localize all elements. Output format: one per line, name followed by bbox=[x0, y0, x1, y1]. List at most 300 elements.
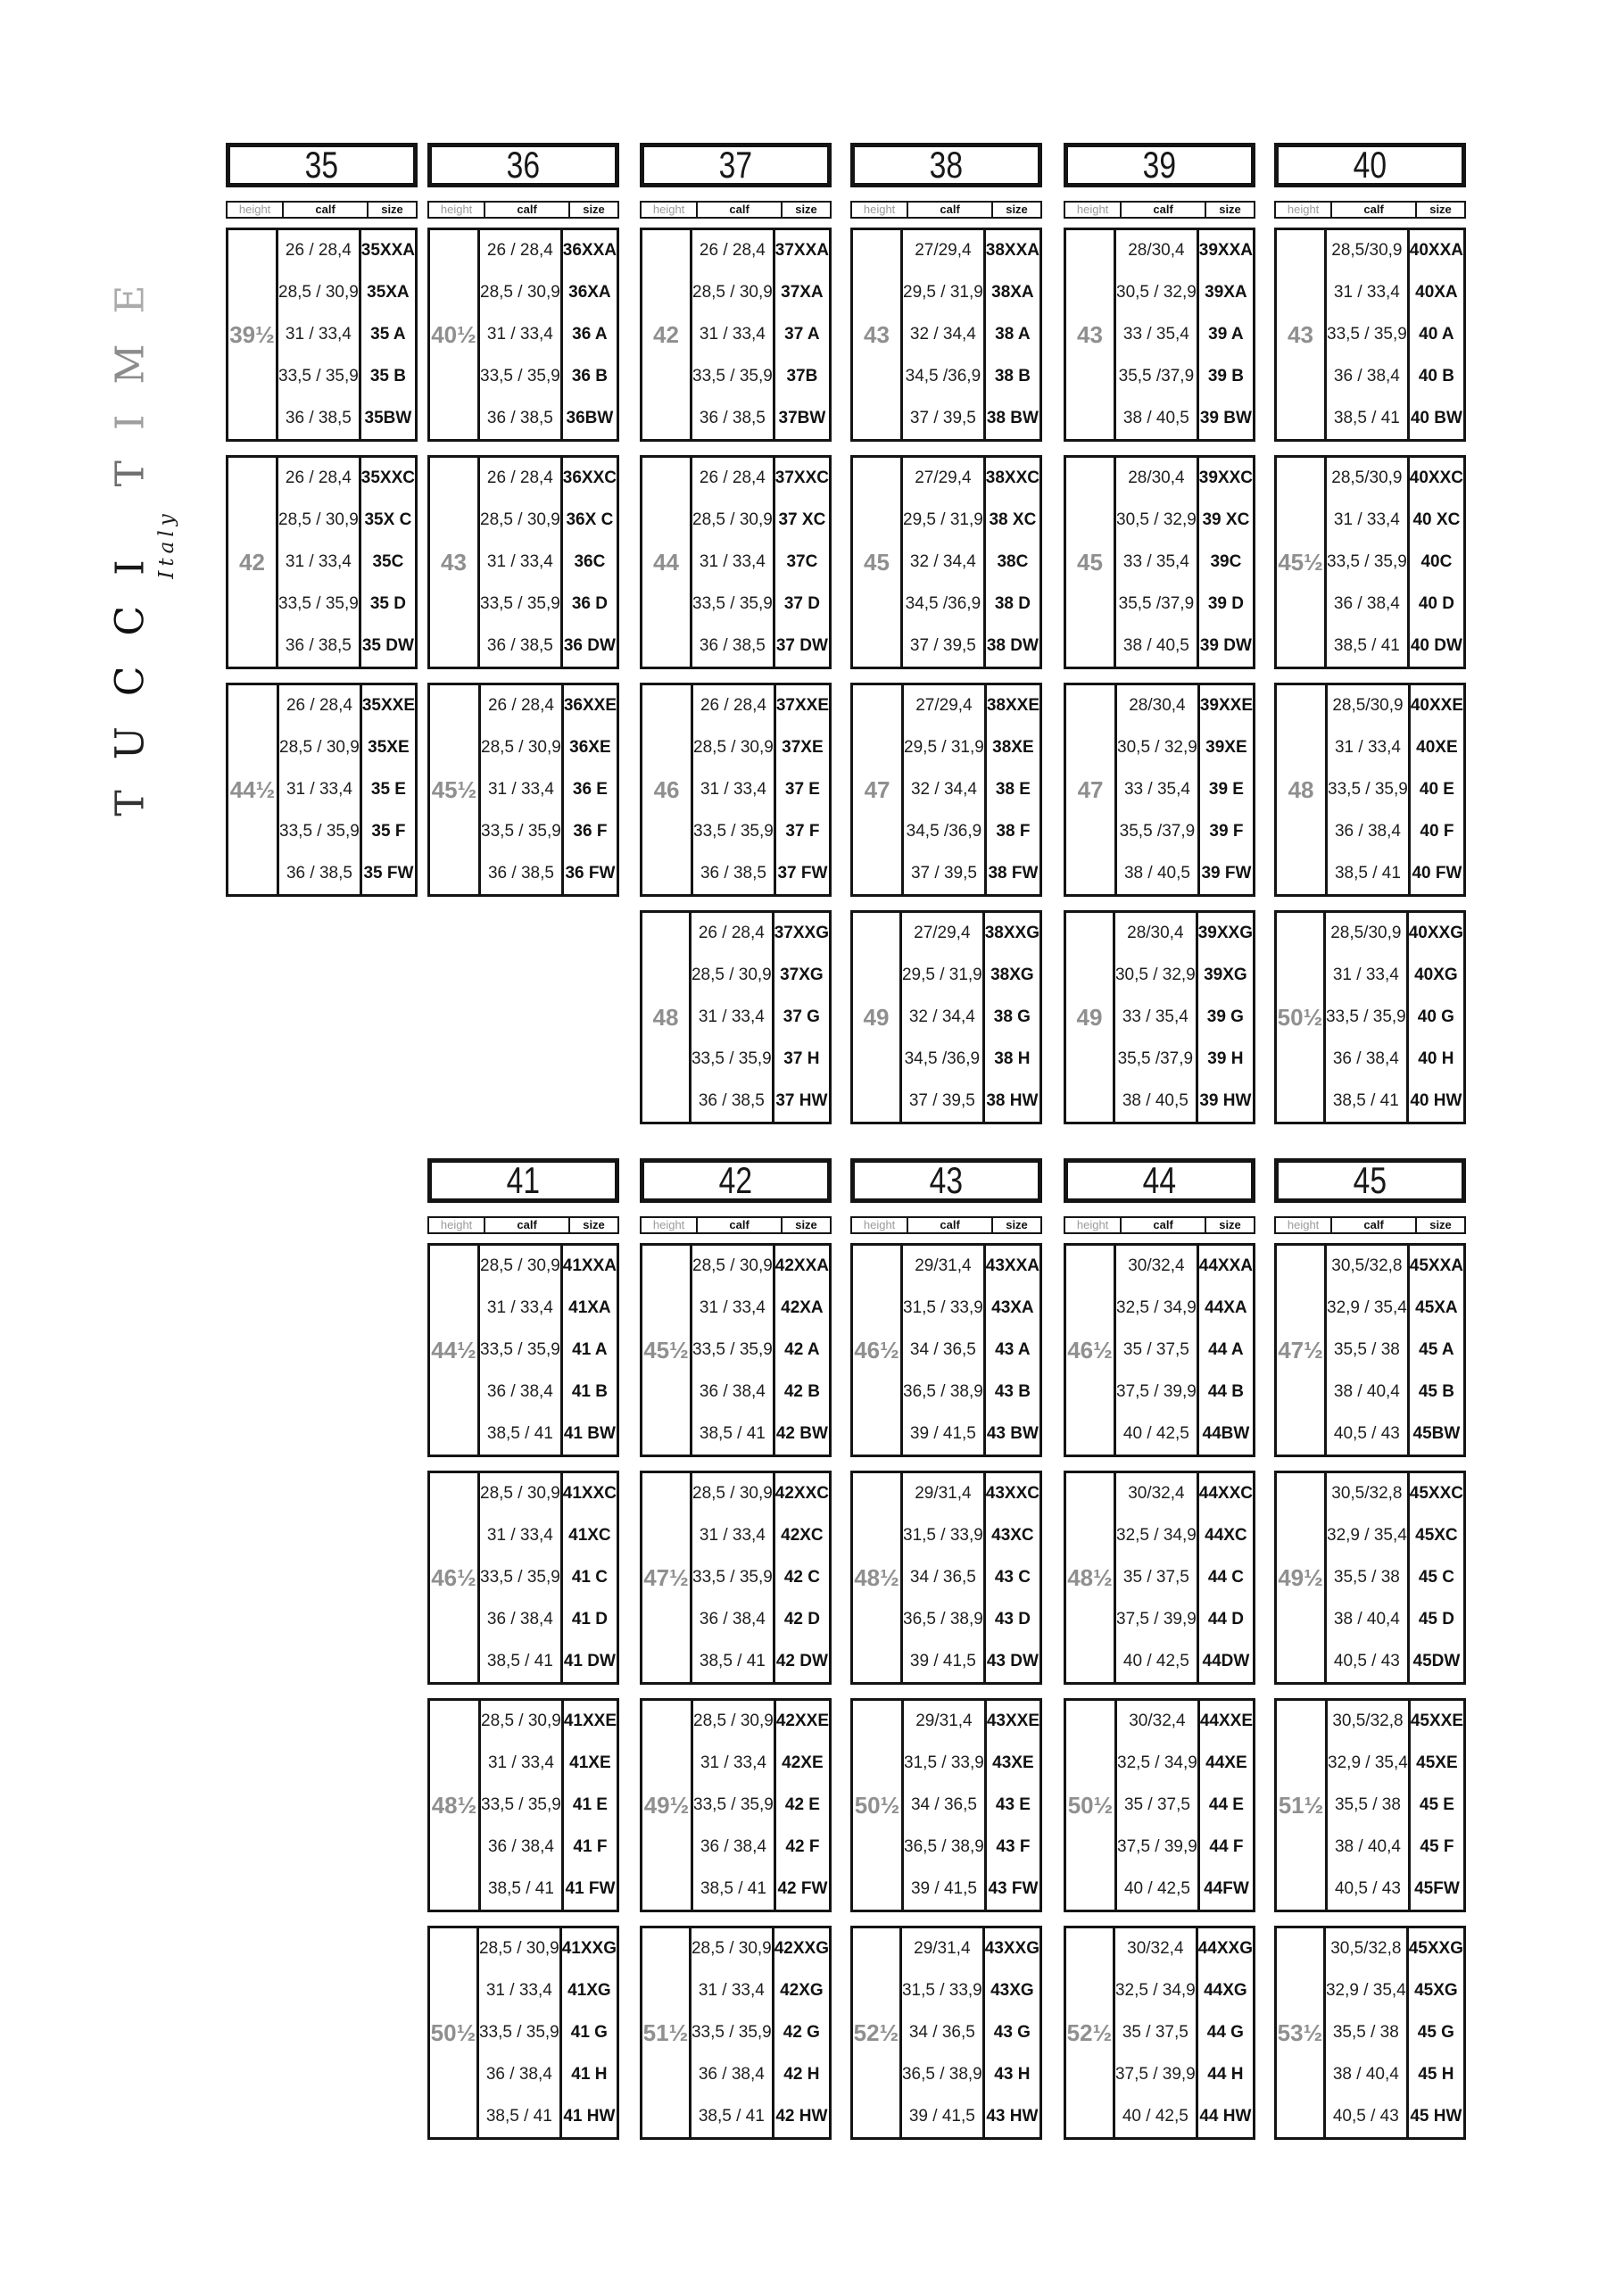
size-code: 44 D bbox=[1207, 1609, 1244, 1629]
size-code: 38XA bbox=[991, 283, 1034, 303]
height-value: 50½ bbox=[430, 2018, 476, 2046]
calf-value: 32 / 34,4 bbox=[908, 1007, 975, 1026]
calf-value: 38,5 / 41 bbox=[699, 1423, 766, 1443]
calf-value: 31 / 33,4 bbox=[700, 779, 766, 799]
height-cell bbox=[1066, 458, 1116, 667]
height-value: 45½ bbox=[431, 775, 477, 803]
calf-value: 36 / 38,4 bbox=[699, 1381, 766, 1401]
calf-value: 28,5 / 30,9 bbox=[692, 510, 773, 530]
calf-label: calf bbox=[485, 203, 570, 217]
calf-value: 33,5 / 35,9 bbox=[480, 366, 560, 385]
calf-value: 29/31,4 bbox=[915, 1712, 973, 1731]
calf-value: 29,5 / 31,9 bbox=[904, 738, 984, 758]
height-value: 39½ bbox=[229, 320, 275, 348]
size-code: 37XXG bbox=[774, 924, 829, 943]
size-code: 44XA bbox=[1205, 1298, 1247, 1318]
size-code: 42XE bbox=[782, 1753, 824, 1773]
height-cell bbox=[1277, 1928, 1326, 2137]
calf-value: 39 / 41,5 bbox=[909, 1423, 976, 1443]
brand-letter: C bbox=[107, 635, 153, 697]
calf-value: 31 / 33,4 bbox=[486, 1526, 553, 1546]
calf-value: 36 / 38,5 bbox=[699, 635, 766, 655]
size-block bbox=[226, 683, 418, 897]
calf-label: calf bbox=[1332, 1218, 1417, 1232]
size-code: 41 D bbox=[571, 1609, 608, 1629]
size-label: size bbox=[583, 203, 605, 216]
size-code: 45XXE bbox=[1410, 1712, 1463, 1731]
size-code: 40 F bbox=[1420, 821, 1454, 841]
size-cell bbox=[986, 458, 1039, 667]
calf-value: 31 / 33,4 bbox=[486, 551, 553, 571]
height-value: 47 bbox=[864, 775, 890, 803]
calf-cell bbox=[692, 1246, 775, 1455]
size-block bbox=[850, 1243, 1042, 1457]
column-labels bbox=[1064, 1216, 1255, 1234]
calf-value: 36 / 38,4 bbox=[485, 2064, 552, 2084]
calf-value: 36 / 38,4 bbox=[1333, 593, 1400, 613]
size-cell bbox=[775, 1246, 829, 1455]
height-value: 45 bbox=[864, 548, 890, 576]
height-value: 49 bbox=[1076, 1003, 1103, 1031]
calf-value: 32,5 / 34,9 bbox=[1116, 1526, 1197, 1546]
size-code: 37XXA bbox=[774, 241, 829, 261]
calf-value: 31 / 33,4 bbox=[487, 1753, 554, 1773]
size-code: 45 B bbox=[1418, 1381, 1454, 1401]
calf-value: 36 / 38,5 bbox=[486, 635, 553, 655]
size-code: 44 G bbox=[1206, 2022, 1244, 2042]
calf-cell bbox=[902, 913, 985, 1122]
calf-value: 31 / 33,4 bbox=[285, 324, 352, 344]
size-code: 43 FW bbox=[988, 1878, 1039, 1898]
calf-value: 28,5 / 30,9 bbox=[691, 966, 772, 985]
size-header-number: 44 bbox=[1142, 1159, 1177, 1201]
column-labels bbox=[640, 1216, 832, 1234]
size-block bbox=[1064, 1471, 1255, 1685]
height-cell bbox=[430, 458, 480, 667]
calf-cell bbox=[480, 230, 563, 439]
calf-cell bbox=[1327, 230, 1410, 439]
calf-value: 36 / 38,5 bbox=[486, 408, 553, 427]
calf-value: 30,5 / 32,9 bbox=[1114, 966, 1196, 985]
size-block bbox=[640, 910, 832, 1124]
size-cell bbox=[1410, 230, 1463, 439]
size-code: 43XXA bbox=[985, 1256, 1039, 1276]
calf-value: 35 / 37,5 bbox=[1123, 1795, 1190, 1814]
size-code: 43 F bbox=[996, 1836, 1031, 1856]
size-code: 43 G bbox=[993, 2022, 1031, 2042]
size-cell bbox=[775, 1473, 829, 1682]
size-code: 45 D bbox=[1418, 1609, 1454, 1629]
calf-value: 26 / 28,4 bbox=[699, 241, 766, 261]
calf-value: 40 / 42,5 bbox=[1122, 2106, 1188, 2126]
height-value: 49½ bbox=[643, 1791, 690, 1819]
size-cell bbox=[986, 230, 1039, 439]
calf-value: 26 / 28,4 bbox=[486, 468, 553, 488]
calf-value: 33,5 / 35,9 bbox=[691, 2022, 772, 2042]
size-code: 44 C bbox=[1207, 1567, 1244, 1587]
size-cell bbox=[986, 1473, 1039, 1682]
size-block bbox=[850, 455, 1042, 669]
calf-value: 35 / 37,5 bbox=[1122, 1339, 1189, 1359]
height-value: 44½ bbox=[431, 1336, 476, 1364]
height-cell bbox=[430, 230, 480, 439]
size-code: 43 BW bbox=[986, 1423, 1039, 1443]
size-cell bbox=[985, 913, 1039, 1122]
size-code: 36 B bbox=[571, 366, 608, 385]
calf-value: 36 / 38,4 bbox=[1334, 821, 1401, 841]
size-code: 45XA bbox=[1415, 1298, 1458, 1318]
size-code: 35XA bbox=[367, 283, 410, 303]
size-block bbox=[850, 1471, 1042, 1685]
calf-cell bbox=[1327, 1473, 1410, 1682]
size-code: 38 H bbox=[994, 1049, 1031, 1068]
calf-value: 26 / 28,4 bbox=[286, 696, 352, 716]
size-block bbox=[1274, 1698, 1466, 1912]
brand-name bbox=[108, 254, 153, 816]
calf-value: 33,5 / 35,9 bbox=[481, 821, 561, 841]
calf-value: 28,5 / 30,9 bbox=[478, 1939, 559, 1959]
calf-value: 38,5 / 41 bbox=[1332, 1090, 1399, 1110]
size-code: 35X C bbox=[364, 510, 412, 530]
calf-cell bbox=[902, 1928, 985, 2137]
calf-value: 31 / 33,4 bbox=[1333, 510, 1400, 530]
calf-value: 29,5 / 31,9 bbox=[903, 283, 983, 303]
calf-value: 34,5 /36,9 bbox=[905, 366, 981, 385]
brand-letter: I bbox=[107, 384, 153, 431]
size-block bbox=[850, 1926, 1042, 2140]
calf-value: 37,5 / 39,9 bbox=[1116, 1609, 1197, 1629]
calf-cell bbox=[1327, 458, 1410, 667]
size-code: 44 HW bbox=[1199, 2106, 1252, 2126]
height-cell bbox=[430, 685, 481, 894]
calf-value: 30,5 / 32,9 bbox=[1116, 510, 1197, 530]
calf-value: 28/30,4 bbox=[1127, 924, 1184, 943]
calf-value: 39 / 41,5 bbox=[908, 2106, 975, 2126]
calf-value: 36 / 38,5 bbox=[699, 408, 766, 427]
column-labels bbox=[226, 201, 418, 219]
size-code: 42XXA bbox=[774, 1256, 829, 1276]
size-code: 44BW bbox=[1202, 1423, 1250, 1443]
size-block bbox=[850, 1698, 1042, 1912]
size-code: 38 BW bbox=[986, 408, 1039, 427]
size-code: 45BW bbox=[1412, 1423, 1461, 1443]
size-cell bbox=[1410, 458, 1463, 667]
height-cell bbox=[642, 1246, 692, 1455]
height-value: 50½ bbox=[1067, 1791, 1114, 1819]
calf-value: 36,5 / 38,9 bbox=[903, 1609, 983, 1629]
calf-value: 33,5 / 35,9 bbox=[278, 366, 359, 385]
size-header bbox=[640, 1158, 832, 1203]
size-code: 35 D bbox=[369, 593, 406, 613]
size-code: 38 XC bbox=[989, 510, 1037, 530]
size-code: 43XG bbox=[990, 1981, 1034, 2001]
size-block bbox=[1064, 455, 1255, 669]
size-label: size bbox=[1429, 203, 1452, 216]
height-value: 48 bbox=[1288, 775, 1314, 803]
height-value: 53½ bbox=[1277, 2018, 1323, 2046]
size-cell bbox=[987, 1701, 1039, 1910]
calf-value: 26 / 28,4 bbox=[285, 241, 352, 261]
calf-cell bbox=[1115, 1928, 1198, 2137]
size-header-number: 45 bbox=[1353, 1159, 1387, 1201]
calf-value: 32,9 / 35,4 bbox=[1325, 1981, 1406, 2001]
calf-cell bbox=[692, 230, 775, 439]
calf-value: 28,5 / 30,9 bbox=[693, 1712, 774, 1731]
calf-cell bbox=[1116, 1473, 1199, 1682]
size-code: 35XXC bbox=[360, 468, 415, 488]
size-code: 42 D bbox=[783, 1609, 820, 1629]
calf-value: 39 / 41,5 bbox=[909, 1651, 976, 1670]
size-code: 44FW bbox=[1204, 1878, 1249, 1898]
size-cell bbox=[1198, 913, 1253, 1122]
calf-value: 32,9 / 35,4 bbox=[1327, 1526, 1407, 1546]
height-label: height bbox=[1276, 203, 1332, 217]
size-block bbox=[850, 683, 1042, 897]
size-code: 44XC bbox=[1205, 1526, 1247, 1546]
height-cell bbox=[1066, 1473, 1116, 1682]
size-code: 37XG bbox=[780, 966, 824, 985]
size-code: 40 H bbox=[1418, 1049, 1454, 1068]
size-code: 41 F bbox=[573, 1836, 608, 1856]
size-code: 42 FW bbox=[777, 1878, 828, 1898]
calf-value: 38 / 40,4 bbox=[1334, 1836, 1401, 1856]
calf-value: 38,5 / 41 bbox=[486, 1423, 553, 1443]
height-cell bbox=[228, 230, 278, 439]
size-label: size bbox=[795, 203, 817, 216]
calf-value: 33,5 / 35,9 bbox=[480, 1567, 560, 1587]
height-value: 47½ bbox=[1278, 1336, 1323, 1364]
height-cell bbox=[1066, 230, 1116, 439]
calf-label: calf bbox=[908, 1218, 993, 1232]
calf-value: 33,5 / 35,9 bbox=[693, 821, 774, 841]
calf-value: 34 / 36,5 bbox=[908, 2022, 975, 2042]
size-code: 44 A bbox=[1208, 1339, 1244, 1359]
calf-value: 29/31,4 bbox=[914, 1939, 971, 1959]
calf-value: 35,5 /37,9 bbox=[1118, 593, 1195, 613]
column-labels bbox=[850, 1216, 1042, 1234]
size-code: 42 H bbox=[783, 2064, 820, 2084]
height-cell bbox=[853, 1701, 904, 1910]
height-cell bbox=[853, 913, 902, 1122]
size-header-number: 35 bbox=[304, 144, 339, 186]
size-code: 37XE bbox=[782, 738, 824, 758]
size-code: 45XXA bbox=[1409, 1256, 1463, 1276]
size-block bbox=[640, 455, 832, 669]
calf-value: 37 / 39,5 bbox=[909, 635, 976, 655]
size-block bbox=[640, 1471, 832, 1685]
size-cell bbox=[986, 1246, 1039, 1455]
calf-value: 34 / 36,5 bbox=[910, 1795, 977, 1814]
calf-value: 36,5 / 38,9 bbox=[904, 1836, 984, 1856]
calf-value: 37,5 / 39,9 bbox=[1116, 1381, 1197, 1401]
height-value: 40½ bbox=[431, 320, 476, 348]
size-code: 40XXA bbox=[1409, 241, 1463, 261]
height-cell bbox=[1277, 685, 1328, 894]
calf-value: 30,5/32,8 bbox=[1331, 1256, 1403, 1276]
calf-value: 36 / 38,4 bbox=[698, 2064, 765, 2084]
size-code: 38C bbox=[997, 551, 1029, 571]
size-cell bbox=[361, 230, 415, 439]
calf-value: 36 / 38,4 bbox=[486, 1381, 553, 1401]
calf-cell bbox=[1116, 1246, 1199, 1455]
brand-country: Italy bbox=[155, 510, 178, 579]
size-code: 41 BW bbox=[563, 1423, 616, 1443]
size-cell bbox=[564, 1701, 617, 1910]
size-code: 42 E bbox=[784, 1795, 820, 1814]
calf-value: 36 / 38,4 bbox=[1333, 366, 1400, 385]
size-code: 35 B bbox=[369, 366, 406, 385]
size-block bbox=[1274, 455, 1466, 669]
size-code: 41 A bbox=[572, 1339, 608, 1359]
size-code: 44 H bbox=[1207, 2064, 1244, 2084]
calf-value: 35,5 / 38 bbox=[1334, 1795, 1401, 1814]
size-code: 35BW bbox=[364, 408, 412, 427]
size-code: 38XE bbox=[992, 738, 1034, 758]
size-label: size bbox=[795, 1218, 817, 1231]
calf-cell bbox=[692, 1928, 774, 2137]
calf-value: 28,5/30,9 bbox=[1332, 696, 1404, 716]
height-cell bbox=[642, 913, 692, 1122]
size-code: 42XG bbox=[780, 1981, 824, 2001]
brand-letter bbox=[108, 486, 153, 529]
size-code: 43 E bbox=[995, 1795, 1031, 1814]
calf-value: 31,5 / 33,9 bbox=[903, 1526, 983, 1546]
size-code: 43 H bbox=[994, 2064, 1031, 2084]
size-code: 41XA bbox=[568, 1298, 611, 1318]
calf-value: 31 / 33,4 bbox=[1334, 738, 1401, 758]
calf-value: 35,5 / 38 bbox=[1332, 2022, 1399, 2042]
size-code: 37 G bbox=[783, 1007, 820, 1026]
size-cell bbox=[985, 1928, 1039, 2137]
calf-value: 40 / 42,5 bbox=[1123, 1878, 1190, 1898]
size-code: 36 D bbox=[571, 593, 608, 613]
size-code: 44XXE bbox=[1199, 1712, 1253, 1731]
size-cell bbox=[1410, 1473, 1463, 1682]
height-value: 42 bbox=[239, 548, 265, 576]
calf-value: 26 / 28,4 bbox=[700, 696, 766, 716]
size-code: 40 XC bbox=[1412, 510, 1461, 530]
calf-value: 33,5 / 35,9 bbox=[481, 1795, 561, 1814]
calf-value: 36 / 38,4 bbox=[699, 1609, 766, 1629]
height-value: 43 bbox=[1288, 320, 1313, 348]
calf-value: 32,5 / 34,9 bbox=[1116, 1298, 1197, 1318]
calf-value: 38 / 40,4 bbox=[1333, 1381, 1400, 1401]
size-code: 45 A bbox=[1419, 1339, 1454, 1359]
calf-value: 31 / 33,4 bbox=[698, 1007, 765, 1026]
calf-value: 37,5 / 39,9 bbox=[1117, 1836, 1197, 1856]
height-value: 48 bbox=[652, 1003, 679, 1031]
calf-value: 28,5 / 30,9 bbox=[279, 738, 360, 758]
calf-value: 37 / 39,5 bbox=[910, 863, 977, 883]
calf-cell bbox=[1327, 1246, 1410, 1455]
size-code: 36XXC bbox=[562, 468, 617, 488]
calf-value: 40,5 / 43 bbox=[1334, 1878, 1401, 1898]
calf-cell bbox=[1117, 1701, 1200, 1910]
calf-cell bbox=[1117, 685, 1200, 894]
size-code: 41 G bbox=[570, 2022, 608, 2042]
size-block bbox=[1064, 1698, 1255, 1912]
size-code: 40 D bbox=[1418, 593, 1454, 613]
height-cell bbox=[642, 1473, 692, 1682]
height-cell bbox=[1066, 1246, 1116, 1455]
size-header bbox=[1274, 1158, 1466, 1203]
size-code: 35XXE bbox=[361, 696, 415, 716]
calf-value: 28,5 / 30,9 bbox=[693, 738, 774, 758]
size-code: 37B bbox=[786, 366, 818, 385]
height-cell bbox=[430, 1246, 480, 1455]
height-label: height bbox=[852, 1218, 908, 1232]
calf-value: 40,5 / 43 bbox=[1333, 1423, 1400, 1443]
calf-value: 26 / 28,4 bbox=[285, 468, 352, 488]
height-cell bbox=[853, 1928, 902, 2137]
calf-cell bbox=[479, 1928, 562, 2137]
size-code: 41 HW bbox=[563, 2106, 616, 2126]
calf-value: 28,5 / 30,9 bbox=[480, 510, 560, 530]
size-code: 37 D bbox=[783, 593, 820, 613]
size-code: 38 F bbox=[996, 821, 1031, 841]
height-value: 48½ bbox=[1067, 1563, 1113, 1591]
size-code: 40XE bbox=[1416, 738, 1458, 758]
size-code: 39 A bbox=[1208, 324, 1244, 344]
size-block bbox=[1274, 228, 1466, 442]
calf-value: 35,5 /37,9 bbox=[1119, 821, 1196, 841]
size-code: 38 FW bbox=[988, 863, 1039, 883]
size-code: 39XXA bbox=[1198, 241, 1253, 261]
size-code: 40XG bbox=[1414, 966, 1458, 985]
size-cell bbox=[564, 685, 617, 894]
size-code: 43 A bbox=[995, 1339, 1031, 1359]
size-code: 43 C bbox=[994, 1567, 1031, 1587]
size-code: 44 F bbox=[1209, 1836, 1244, 1856]
size-code: 40 B bbox=[1418, 366, 1454, 385]
calf-cell bbox=[692, 1473, 775, 1682]
size-cell bbox=[1411, 1701, 1463, 1910]
calf-value: 36 / 38,5 bbox=[286, 863, 352, 883]
size-code: 37XA bbox=[781, 283, 824, 303]
size-cell bbox=[774, 1928, 829, 2137]
calf-value: 28,5 / 30,9 bbox=[691, 1939, 772, 1959]
size-code: 36 A bbox=[572, 324, 608, 344]
size-code: 42 B bbox=[783, 1381, 820, 1401]
height-cell bbox=[1277, 913, 1326, 1122]
calf-value: 33,5 / 35,9 bbox=[480, 593, 560, 613]
size-code: 41XXG bbox=[561, 1939, 617, 1959]
size-code: 45XG bbox=[1414, 1981, 1458, 2001]
brand-letter: U bbox=[107, 696, 153, 760]
size-block bbox=[1274, 683, 1466, 897]
calf-value: 30/32,4 bbox=[1128, 1484, 1185, 1504]
size-header bbox=[640, 143, 832, 187]
size-header bbox=[226, 143, 418, 187]
calf-value: 32 / 34,4 bbox=[909, 324, 976, 344]
height-value: 43 bbox=[441, 548, 467, 576]
calf-value: 30,5/32,8 bbox=[1331, 1484, 1403, 1504]
calf-value: 31 / 33,4 bbox=[699, 1298, 766, 1318]
height-value: 52½ bbox=[853, 2018, 899, 2046]
height-label: height bbox=[1065, 1218, 1122, 1232]
size-code: 37 FW bbox=[777, 863, 828, 883]
height-value: 51½ bbox=[642, 2018, 689, 2046]
calf-value: 30,5/32,8 bbox=[1332, 1712, 1404, 1731]
size-block bbox=[1064, 1243, 1255, 1457]
size-cell bbox=[1198, 1928, 1253, 2137]
size-block bbox=[427, 1243, 619, 1457]
size-code: 36XXE bbox=[563, 696, 617, 716]
size-cell bbox=[563, 230, 617, 439]
calf-cell bbox=[278, 458, 361, 667]
size-block bbox=[1064, 910, 1255, 1124]
calf-value: 31 / 33,4 bbox=[1333, 283, 1400, 303]
